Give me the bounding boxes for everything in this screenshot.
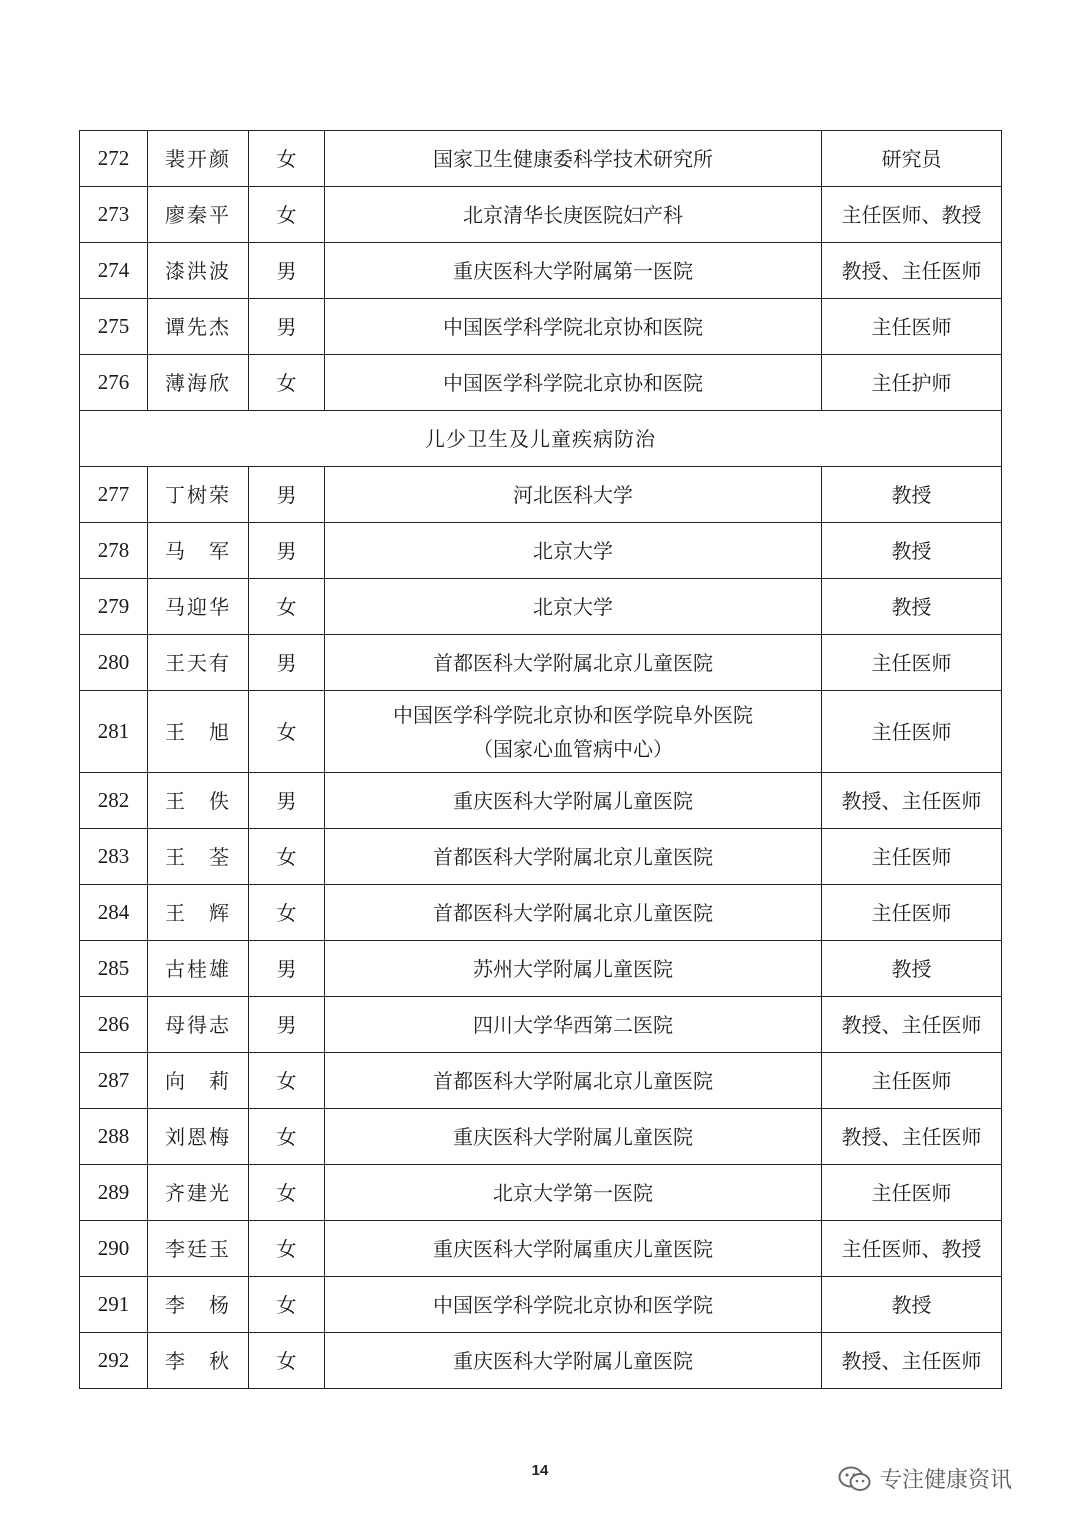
name-cell: 王天有	[148, 635, 249, 691]
title-cell: 主任医师	[822, 885, 1002, 941]
title-cell: 主任医师	[822, 1053, 1002, 1109]
gender-cell: 女	[249, 1109, 325, 1165]
title-cell: 教授	[822, 523, 1002, 579]
row-number-cell: 284	[80, 885, 148, 941]
table-row	[80, 635, 1002, 691]
title-cell: 教授、主任医师	[822, 1333, 1002, 1389]
title-cell: 教授	[822, 1277, 1002, 1333]
expert-list-body	[80, 131, 1002, 1389]
table-row	[80, 131, 1002, 187]
name-cell: 漆洪波	[148, 243, 249, 299]
section-heading: 儿少卫生及儿童疾病防治	[80, 411, 1002, 467]
table-row	[80, 1053, 1002, 1109]
gender-cell: 女	[249, 1221, 325, 1277]
row-number-cell: 292	[80, 1333, 148, 1389]
row-number-cell: 285	[80, 941, 148, 997]
table-row	[80, 579, 1002, 635]
organization-cell: 重庆医科大学附属儿童医院	[325, 773, 822, 829]
row-number-cell: 283	[80, 829, 148, 885]
title-cell: 主任医师、教授	[822, 1221, 1002, 1277]
expert-list-table	[79, 130, 1002, 1389]
title-cell: 主任医师	[822, 691, 1002, 773]
table-row	[80, 355, 1002, 411]
gender-cell: 女	[249, 131, 325, 187]
name-cell: 李 杨	[148, 1277, 249, 1333]
gender-cell: 女	[249, 1277, 325, 1333]
name-cell: 向 莉	[148, 1053, 249, 1109]
gender-cell: 男	[249, 523, 325, 579]
title-cell: 研究员	[822, 131, 1002, 187]
row-number-cell: 276	[80, 355, 148, 411]
name-cell: 王 辉	[148, 885, 249, 941]
title-cell: 教授、主任医师	[822, 243, 1002, 299]
gender-cell: 女	[249, 691, 325, 773]
table-row	[80, 885, 1002, 941]
title-cell: 教授	[822, 941, 1002, 997]
title-cell: 主任医师	[822, 829, 1002, 885]
gender-cell: 男	[249, 299, 325, 355]
gender-cell: 女	[249, 355, 325, 411]
name-cell: 王 荃	[148, 829, 249, 885]
title-cell: 主任医师、教授	[822, 187, 1002, 243]
table-row	[80, 1109, 1002, 1165]
name-cell: 母得志	[148, 997, 249, 1053]
organization-cell: 河北医科大学	[325, 467, 822, 523]
organization-cell: 首都医科大学附属北京儿童医院	[325, 1053, 822, 1109]
wechat-icon	[838, 1465, 872, 1493]
row-number-cell: 286	[80, 997, 148, 1053]
table-row	[80, 1277, 1002, 1333]
watermark	[838, 1463, 1012, 1494]
title-cell: 教授、主任医师	[822, 773, 1002, 829]
table-row	[80, 1333, 1002, 1389]
table-row	[80, 467, 1002, 523]
name-cell: 古桂雄	[148, 941, 249, 997]
gender-cell: 男	[249, 243, 325, 299]
table-row	[80, 997, 1002, 1053]
row-number-cell: 291	[80, 1277, 148, 1333]
row-number-cell: 273	[80, 187, 148, 243]
row-number-cell: 282	[80, 773, 148, 829]
gender-cell: 女	[249, 1333, 325, 1389]
organization-cell: 首都医科大学附属北京儿童医院	[325, 829, 822, 885]
title-cell: 主任医师	[822, 635, 1002, 691]
row-number-cell: 275	[80, 299, 148, 355]
gender-cell: 男	[249, 941, 325, 997]
organization-cell: 北京大学第一医院	[325, 1165, 822, 1221]
row-number-cell: 279	[80, 579, 148, 635]
organization-cell: 北京大学	[325, 523, 822, 579]
table-row	[80, 1221, 1002, 1277]
name-cell: 王 佚	[148, 773, 249, 829]
table-row	[80, 523, 1002, 579]
name-cell: 王 旭	[148, 691, 249, 773]
organization-cell: 重庆医科大学附属重庆儿童医院	[325, 1221, 822, 1277]
organization-cell: 北京大学	[325, 579, 822, 635]
title-cell: 主任护师	[822, 355, 1002, 411]
gender-cell: 女	[249, 829, 325, 885]
gender-cell: 女	[249, 187, 325, 243]
organization-cell: 中国医学科学院北京协和医院	[325, 355, 822, 411]
table-row	[80, 243, 1002, 299]
name-cell: 裴开颜	[148, 131, 249, 187]
row-number-cell: 281	[80, 691, 148, 773]
organization-cell: 重庆医科大学附属儿童医院	[325, 1333, 822, 1389]
row-number-cell: 277	[80, 467, 148, 523]
name-cell: 李 秋	[148, 1333, 249, 1389]
row-number-cell: 272	[80, 131, 148, 187]
gender-cell: 男	[249, 467, 325, 523]
table-row	[80, 691, 1002, 773]
table-row	[80, 941, 1002, 997]
title-cell: 教授	[822, 467, 1002, 523]
organization-cell: 苏州大学附属儿童医院	[325, 941, 822, 997]
row-number-cell: 274	[80, 243, 148, 299]
title-cell: 主任医师	[822, 1165, 1002, 1221]
title-cell: 教授、主任医师	[822, 1109, 1002, 1165]
title-cell: 教授	[822, 579, 1002, 635]
organization-cell: 中国医学科学院北京协和医院	[325, 299, 822, 355]
table-row	[80, 829, 1002, 885]
name-cell: 李廷玉	[148, 1221, 249, 1277]
organization-cell: 中国医学科学院北京协和医学院阜外医院 （国家心血管病中心）	[325, 691, 822, 773]
name-cell: 薄海欣	[148, 355, 249, 411]
name-cell: 谭先杰	[148, 299, 249, 355]
gender-cell: 女	[249, 1053, 325, 1109]
table-row	[80, 773, 1002, 829]
table-row	[80, 1165, 1002, 1221]
row-number-cell: 280	[80, 635, 148, 691]
row-number-cell: 278	[80, 523, 148, 579]
table-row	[80, 299, 1002, 355]
name-cell: 马 军	[148, 523, 249, 579]
gender-cell: 女	[249, 1165, 325, 1221]
row-number-cell: 288	[80, 1109, 148, 1165]
title-cell: 主任医师	[822, 299, 1002, 355]
section-row	[80, 411, 1002, 467]
organization-cell: 四川大学华西第二医院	[325, 997, 822, 1053]
organization-cell: 首都医科大学附属北京儿童医院	[325, 635, 822, 691]
row-number-cell: 287	[80, 1053, 148, 1109]
organization-cell: 北京清华长庚医院妇产科	[325, 187, 822, 243]
organization-cell: 重庆医科大学附属第一医院	[325, 243, 822, 299]
name-cell: 齐建光	[148, 1165, 249, 1221]
gender-cell: 男	[249, 635, 325, 691]
title-cell: 教授、主任医师	[822, 997, 1002, 1053]
organization-cell: 中国医学科学院北京协和医学院	[325, 1277, 822, 1333]
organization-cell: 重庆医科大学附属儿童医院	[325, 1109, 822, 1165]
gender-cell: 男	[249, 773, 325, 829]
organization-cell: 首都医科大学附属北京儿童医院	[325, 885, 822, 941]
name-cell: 马迎华	[148, 579, 249, 635]
gender-cell: 女	[249, 885, 325, 941]
organization-cell: 国家卫生健康委科学技术研究所	[325, 131, 822, 187]
page-number: 14	[531, 1462, 549, 1479]
row-number-cell: 290	[80, 1221, 148, 1277]
gender-cell: 男	[249, 997, 325, 1053]
gender-cell: 女	[249, 579, 325, 635]
watermark-text: 专注健康资讯	[880, 1468, 1013, 1493]
row-number-cell: 289	[80, 1165, 148, 1221]
name-cell: 刘恩梅	[148, 1109, 249, 1165]
name-cell: 丁树荣	[148, 467, 249, 523]
table-row	[80, 187, 1002, 243]
name-cell: 廖秦平	[148, 187, 249, 243]
